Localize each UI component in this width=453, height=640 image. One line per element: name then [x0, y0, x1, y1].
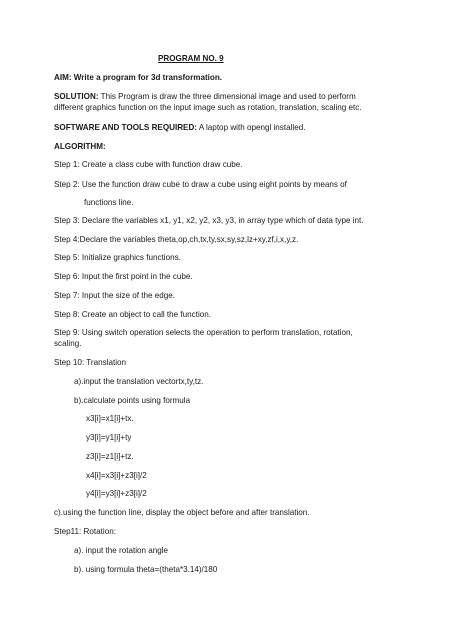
- algorithm-heading: ALGORITHM:: [54, 142, 106, 151]
- software-line: [54, 123, 305, 133]
- software-label: SOFTWARE AND TOOLS REQUIRED:: [54, 123, 197, 132]
- step-10-c: c).using the function line, display the object before and after translation.: [54, 508, 310, 517]
- step-11-a: a). input the rotation angle: [74, 546, 169, 555]
- aim-text: Write a program for 3d transformation.: [73, 73, 223, 82]
- solution-line-1: [54, 92, 356, 102]
- step-7: Step 7: Input the size of the edge.: [54, 291, 176, 300]
- formula-x4: x4[i]=x3[i]+z3[i]/2: [86, 471, 147, 480]
- aim-line: [54, 73, 222, 83]
- solution-label: SOLUTION:: [54, 92, 99, 101]
- formula-z3: z3[i]=z1[i]+tz.: [86, 452, 134, 461]
- step-6: Step 6: Input the first point in the cube.: [54, 272, 193, 281]
- step-2-continued: functions line.: [84, 198, 134, 207]
- step-8: Step 8: Create an object to call the function.: [54, 310, 212, 319]
- solution-text-1: This Program is draw the three dimensional image and used to perform: [100, 92, 356, 101]
- formula-y3: y3[i]=y1[i]+ty: [86, 433, 132, 442]
- step-2: Step 2: Use the function draw cube to draw a cube using eight points by means of: [54, 180, 347, 189]
- software-text: A laptop with opengl installed.: [198, 123, 306, 132]
- step-4: Step 4:Declare the variables theta,op,ch,tx,ty,sx,sy,sz,lz+xy,zf,i,x,y,z.: [54, 235, 299, 244]
- step-3: Step 3: Declare the variables x1, y1, x2, y2, x3, y3, in array type which of data type int.: [54, 216, 364, 225]
- step-5: Step 5: Initialize graphics functions.: [54, 253, 181, 262]
- step-11: Step11: Rotation:: [54, 527, 116, 536]
- page-title: PROGRAM NO. 9: [158, 54, 224, 63]
- formula-y4: y4[i]=y3[i]+z3[i]/2: [86, 489, 147, 498]
- step-11-b: b). using formula theta=(theta*3.14)/180: [74, 565, 218, 574]
- formula-x3: x3[i]=x1[i]+tx.: [86, 414, 134, 423]
- step-10-a: a).input the translation vectortx,ty,tz.: [74, 377, 204, 386]
- step-1: Step 1: Create a class cube with function draw cube.: [54, 160, 243, 169]
- step-10: Step 10: Translation: [54, 358, 126, 367]
- solution-line-2: different graphics function on the input image such as rotation, translation, scaling etc.: [54, 103, 362, 112]
- aim-label: AIM:: [54, 73, 72, 82]
- step-9-continued: scaling.: [54, 339, 82, 348]
- step-10-b: b).calculate points using formula: [74, 396, 191, 405]
- step-9: Step 9: Using switch operation selects the operation to perform translation, rotation,: [54, 328, 353, 337]
